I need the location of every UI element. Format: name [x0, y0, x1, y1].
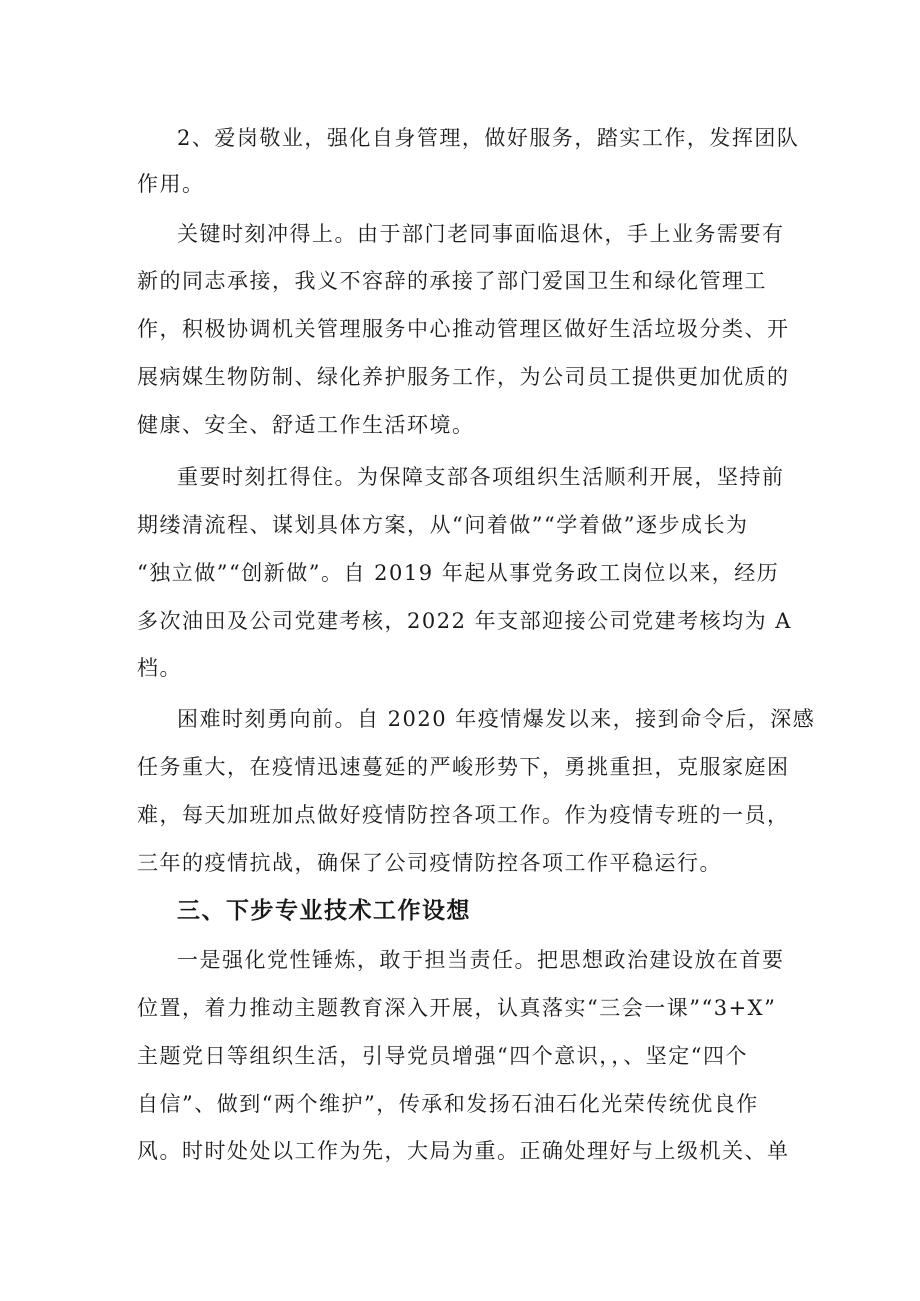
text-line: 多次油田及公司党建考核，2022 年支部迎接公司党建考核均为 A: [137, 609, 792, 633]
text-line: 2、爱岗敬业，强化自身管理，做好服务，踏实工作，发挥团队: [177, 126, 800, 150]
text-line: 风。时时处处以工作为先，大局为重。正确处理好与上级机关、单: [137, 1139, 790, 1163]
text-line: 任务重大，在疫情迅速蔓延的严峻形势下，勇挑重担，克服家庭困: [137, 755, 790, 779]
text-line: “独立做”“创新做”。自 2019 年起从事党务政工岗位以来，经历: [137, 561, 780, 585]
text-line: 作用。: [137, 172, 205, 196]
text-line: 健康、安全、舒适工作生活环境。: [137, 413, 475, 437]
section-heading: 三、下步专业技术工作设想: [177, 898, 471, 924]
text-line: 档。: [137, 656, 182, 680]
text-line: 关键时刻冲得上。由于部门老同事面临退休，手上业务需要有: [177, 222, 785, 246]
text-line: 新的同志承接，我义不容辞的承接了部门爱国卫生和绿化管理工: [137, 269, 767, 293]
text-line: 困难时刻勇向前。自 2020 年疫情爆发以来，接到命令后，深感: [177, 707, 816, 731]
text-line: 主题党日等组织生活，引导党员增强“四个意识，，、坚定“四个: [137, 1044, 748, 1068]
text-line: 难，每天加班加点做好疫情防控各项工作。作为疫情专班的一员，: [137, 803, 790, 827]
text-line: 重要时刻扛得住。为保障支部各项组织生活顺利开展，坚持前: [177, 465, 785, 489]
text-line: 作，积极协调机关管理服务中心推动管理区做好生活垃圾分类、开: [137, 317, 790, 341]
text-line: 展病媒生物防制、绿化养护服务工作，为公司员工提供更加优质的: [137, 365, 790, 389]
text-line: 自信”、做到“两个维护”，传承和发扬石油石化光荣传统优良作: [137, 1092, 759, 1116]
text-line: 期缕清流程、谋划具体方案，从“问着做”“学着做”逐步成长为: [137, 513, 749, 537]
text-line: 三年的疫情抗战，确保了公司疫情防控各项工作平稳运行。: [137, 851, 722, 875]
text-line: 位置，着力推动主题教育深入开展，认真落实“三会一课”“3+X”: [137, 996, 777, 1020]
text-line: 一是强化党性锤炼，敢于担当责任。把思想政治建设放在首要: [177, 948, 785, 972]
